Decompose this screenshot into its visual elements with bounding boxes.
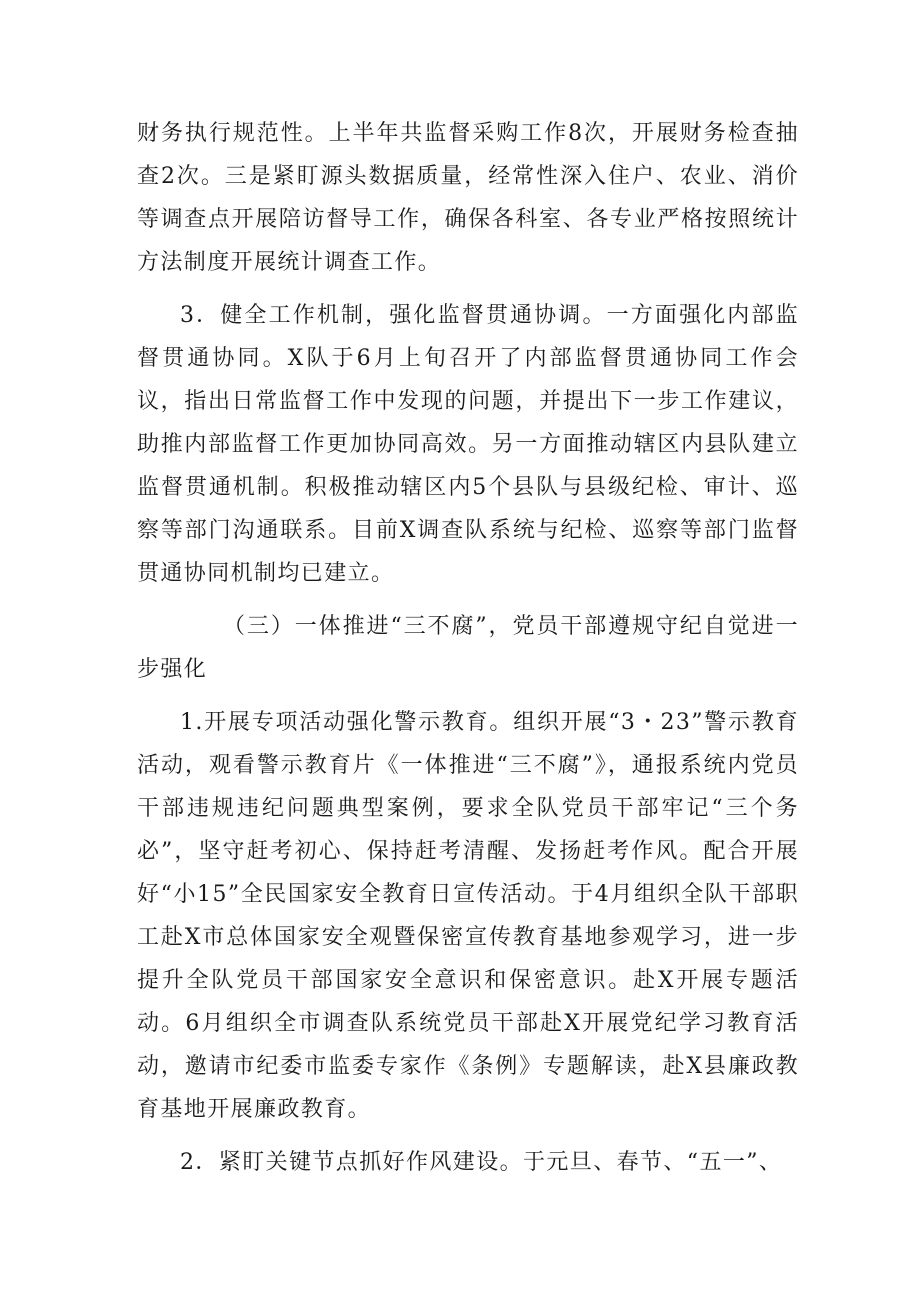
paragraph-warning-education: 1.开展专项活动强化警示教育。组织开展“3・23”警示教育活动，观看警示教育片《一体推进“三不腐”》，通报系统内党员干部违规违纪问题典型案例，要求全队党员干部牢记“三个务必”，坚守赶考初心、保持赶考清醒、发扬赶考作风。配合开展好“小15”全民国家安全教育日宣传活动。于4月组织全队干部职工赴X市总体国家安全观暨保密宣传教育基地参观学习，进一步提升全队党员干部国家安全意识和保密意识。赴X开展专题活动。6月组织全市调查队系统党员干部赴X开展党纪学习教育活动，邀请市纪委市监委专家作《条例》专题解读，赴X县廉政教育基地开展廉政教育。 (137, 710, 799, 1122)
paragraph-work-style: 2．紧盯关键节点抓好作风建设。于元旦、春节、“五一”、 (180, 1150, 783, 1175)
paragraph-work-mechanism: 3．健全工作机制，强化监督贯通协调。一方面强化内部监督贯通协同。X队于6月上旬召开了内部监督贯通协同工作会议，指出日常监督工作中发现的问题，并提出下一步工作建议，助推内部监督工作更加协同高效。另一方面推动辖区内县队建立监督贯通机制。积极推动辖区内5个县队与县级纪检、审计、巡察等部门沟通联系。目前X调查队系统与纪检、巡察等部门监督贯通协同机制均已建立。 (137, 303, 799, 586)
paragraph-continuation: 财务执行规范性。上半年共监督采购工作8次，开展财务检查抽查2次。三是紧盯源头数据质量，经常性深入住户、农业、消价等调查点开展陪访督导工作，确保各科室、各专业严格按照统计方法制度开展统计调查工作。 (137, 121, 799, 275)
document-body (137, 112, 799, 1184)
section-heading-three-no-corruption: （三）一体推进“三不腐”，党员干部遵规守纪自觉进一步强化 (137, 614, 799, 682)
